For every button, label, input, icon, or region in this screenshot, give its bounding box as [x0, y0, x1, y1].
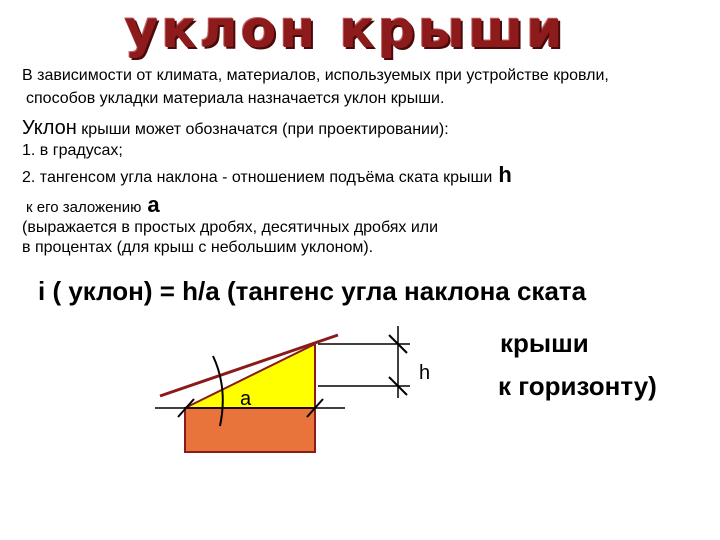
paragraph-expression-line1: (выражается в простых дробях, десятичных дробях или: [22, 219, 439, 236]
paragraph-expression-line2: в процентах (для крыш с небольшим уклоном).: [22, 239, 374, 256]
laying-text: к его заложению: [26, 199, 142, 216]
slide-title: уклон крыши: [124, 0, 566, 60]
wall-block: [185, 408, 315, 452]
variable-h: h: [498, 162, 512, 187]
designation-keyword: Уклон: [22, 117, 77, 139]
tangent-text: 2. тангенсом угла наклона - отношением подъёма ската крыши: [22, 169, 493, 186]
diagram-label-a: a: [240, 388, 252, 410]
list-item-degrees: 1. в градусах;: [22, 142, 123, 159]
slope-formula-cont1: крыши: [500, 328, 589, 358]
slope-formula-cont2: к горизонту): [498, 371, 657, 401]
slope-formula: i ( уклон) = h/a (тангенс угла наклона ската: [38, 276, 587, 306]
paragraph-intro-line2: способов укладки материала назначается уклон крыши.: [26, 90, 445, 107]
diagram-label-h: h: [419, 362, 431, 384]
designation-text: крыши может обозначатся (при проектировании):: [76, 121, 449, 138]
variable-a: a: [147, 192, 160, 217]
paragraph-intro-line1: В зависимости от климата, материалов, используемых при устройстве кровли,: [22, 67, 609, 84]
